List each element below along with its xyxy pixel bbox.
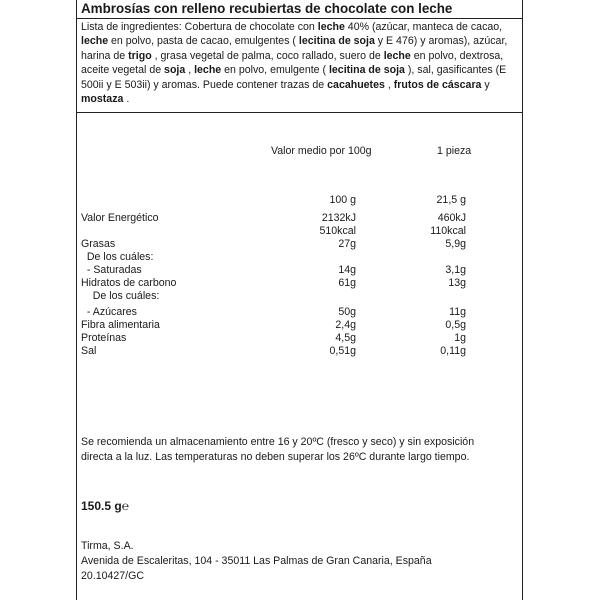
nutrient-piece: 0,11g <box>440 345 466 357</box>
storage-note: Se recomienda un almacenamiento entre 16 y 20ºC (fresco y seco) y sin exposición directa a la luz. Las temperaturas no deben superar los 26ºC durante largo tiempo. <box>81 436 475 463</box>
nutrient-per100: 510kcal <box>319 225 356 237</box>
nutrient-label: Sal <box>81 345 97 357</box>
company-name: Tirma, S.A. <box>81 540 134 552</box>
ingredient-text: en polvo, pasta de cacao, emulgentes ( <box>108 35 299 48</box>
nutrient-piece: 1g <box>454 332 466 344</box>
allergen-text: cacahuetes <box>327 78 385 91</box>
ingredient-text: y E 476) y aromas), azúcar, harina de <box>81 35 508 62</box>
allergen-text: trigo <box>128 49 152 62</box>
nutrient-label: De los cuáles: <box>81 290 160 302</box>
company-code: 20.10427/GC <box>81 570 145 582</box>
ingredient-text: en polvo, emulgente ( <box>221 64 329 77</box>
nutrient-per100: 4,5g <box>335 332 356 344</box>
allergen-text: frutos de cáscara <box>393 78 482 91</box>
header-per100: Valor medio por 100g <box>271 145 372 157</box>
nutrient-per100: 2,4g <box>335 319 356 331</box>
ingredients-list <box>81 20 521 106</box>
allergen-text: leche <box>383 49 411 62</box>
nutrient-label: - Saturadas <box>81 264 142 276</box>
ingredient-text: 40% (azúcar, manteca de cacao, <box>344 21 503 33</box>
ingredient-text: ), sal, gasificantes (E 500ii y E 503ii) y aromas. Puede contener trazas de <box>81 64 507 91</box>
allergen-text: leche <box>81 35 109 48</box>
ingredient-text: en polvo, dextrosa, aceite vegetal de <box>81 49 504 77</box>
unit-per100: 100 g <box>329 194 356 206</box>
net-weight: 150.5 g℮ <box>81 499 129 513</box>
allergen-text: lecitina de soja <box>298 35 375 48</box>
allergen-text: leche <box>194 64 222 77</box>
nutrient-per100: 14g <box>338 264 356 276</box>
nutrient-label: Proteínas <box>81 332 127 344</box>
nutrient-per100: 50g <box>338 306 356 318</box>
nutrient-piece: 13g <box>448 277 466 289</box>
ingredient-text: Cobertura de chocolate con <box>181 21 318 33</box>
ingredients-label: Lista de ingredientes: <box>81 21 182 33</box>
nutrient-per100: 0,51g <box>329 345 356 357</box>
nutrient-label: Grasas <box>81 238 116 250</box>
nutrient-piece: 3,1g <box>445 264 466 276</box>
ingredient-text: . <box>123 93 130 106</box>
nutrient-piece: 460kJ <box>437 212 466 224</box>
nutrient-label: Valor Energético <box>81 212 159 224</box>
nutrient-piece: 5,9g <box>445 238 466 250</box>
nutrient-label: De los cuáles: <box>81 251 154 263</box>
ingredient-text: , <box>185 64 195 77</box>
allergen-text: mostaza <box>81 93 124 106</box>
nutrient-per100: 2132kJ <box>321 212 356 224</box>
unit-piece: 21,5 g <box>436 194 466 206</box>
allergen-text: soja <box>164 64 186 77</box>
company-block <box>81 539 432 584</box>
divider-ingredients <box>77 112 522 113</box>
nutrient-per100: 61g <box>338 277 356 289</box>
header-piece: 1 pieza <box>437 145 472 157</box>
product-title: Ambrosías con relleno recubiertas de chocolate con leche <box>81 1 453 16</box>
allergen-text: leche <box>317 21 345 33</box>
ingredient-text: y <box>481 78 490 91</box>
nutrient-piece: 0,5g <box>445 319 466 331</box>
company-address: Avenida de Escaleritas, 104 - 35011 Las Palmas de Gran Canaria, España <box>81 555 432 567</box>
nutrient-label: Hidratos de carbono <box>81 277 177 289</box>
nutrient-label: Fibra alimentaria <box>81 319 160 331</box>
ingredient-text: , <box>384 78 394 91</box>
allergen-text: lecitina de soja <box>328 64 405 77</box>
ingredients-text <box>81 21 507 105</box>
nutrient-piece: 11g <box>449 306 466 318</box>
nutrient-label: - Azúcares <box>81 306 137 318</box>
ingredient-text: , grasa vegetal de palma, coco rallado, suero de <box>151 49 384 62</box>
nutrient-per100: 27g <box>338 238 356 250</box>
nutrient-piece: 110kcal <box>430 225 466 237</box>
